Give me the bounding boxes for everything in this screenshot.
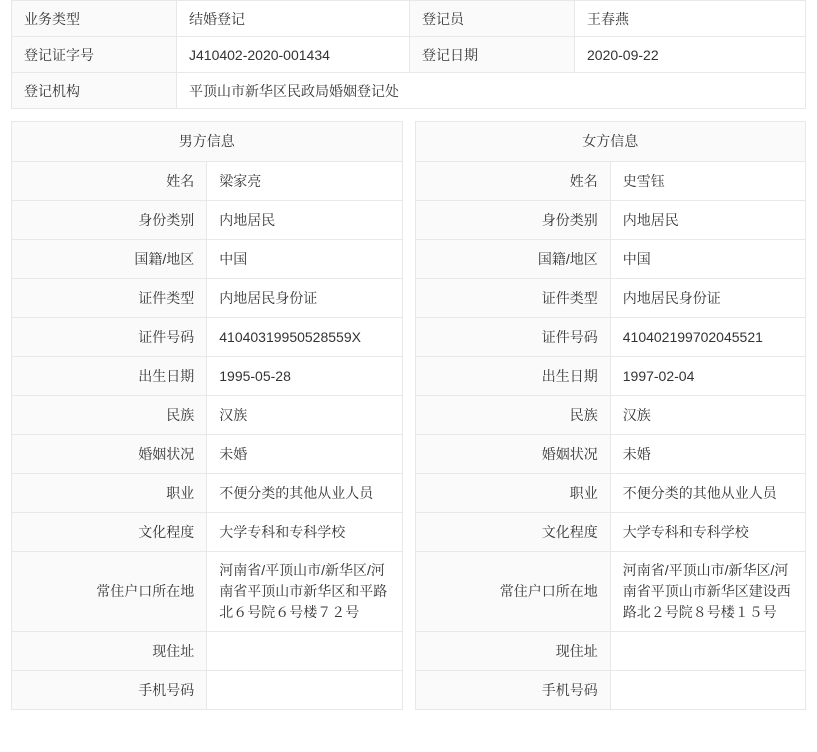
table-row [12, 240, 403, 279]
female-occupation-value: 不便分类的其他从业人员 [610, 474, 805, 513]
male-ethnicity-value: 汉族 [207, 396, 402, 435]
male-marital-status-value: 未婚 [207, 435, 402, 474]
male-info-column [11, 121, 403, 710]
registrar-label: 登记员 [410, 1, 575, 37]
table-row [415, 632, 806, 671]
table-row [415, 122, 806, 162]
female-birth-date-value: 1997-02-04 [610, 357, 805, 396]
table-row [415, 162, 806, 201]
table-row [12, 396, 403, 435]
female-current-address-label: 现住址 [415, 632, 610, 671]
male-nationality-value: 中国 [207, 240, 402, 279]
male-occupation-value: 不便分类的其他从业人员 [207, 474, 402, 513]
table-row [415, 357, 806, 396]
male-identity-category-value: 内地居民 [207, 201, 402, 240]
female-phone-label: 手机号码 [415, 671, 610, 710]
male-name-label: 姓名 [12, 162, 207, 201]
business-type-value: 结婚登记 [177, 1, 410, 37]
table-row [12, 513, 403, 552]
certificate-number-label: 登记证字号 [12, 37, 177, 73]
table-row [12, 474, 403, 513]
certificate-number-value: J410402-2020-001434 [177, 37, 410, 73]
party-info-columns [11, 121, 806, 710]
table-row [12, 671, 403, 710]
table-row [12, 357, 403, 396]
male-current-address-value [207, 632, 402, 671]
female-phone-value [610, 671, 805, 710]
female-birth-date-label: 出生日期 [415, 357, 610, 396]
female-identity-category-label: 身份类别 [415, 201, 610, 240]
female-identity-category-value: 内地居民 [610, 201, 805, 240]
table-row [12, 122, 403, 162]
table-row [415, 513, 806, 552]
female-current-address-value [610, 632, 805, 671]
table-row [415, 396, 806, 435]
female-id-type-value: 内地居民身份证 [610, 279, 805, 318]
female-ethnicity-value: 汉族 [610, 396, 805, 435]
female-household-address-value: 河南省/平顶山市/新华区/河南省平顶山市新华区建设西路北２号院８号楼１５号 [610, 552, 805, 632]
table-row [12, 435, 403, 474]
female-nationality-value: 中国 [610, 240, 805, 279]
male-education-label: 文化程度 [12, 513, 207, 552]
male-birth-date-label: 出生日期 [12, 357, 207, 396]
female-education-value: 大学专科和专科学校 [610, 513, 805, 552]
table-row [12, 73, 806, 109]
male-birth-date-value: 1995-05-28 [207, 357, 402, 396]
table-row [12, 1, 806, 37]
table-row [415, 240, 806, 279]
female-household-address-label: 常住户口所在地 [415, 552, 610, 632]
table-row [12, 632, 403, 671]
male-education-value: 大学专科和专科学校 [207, 513, 402, 552]
summary-table [11, 0, 806, 109]
male-household-address-value: 河南省/平顶山市/新华区/河南省平顶山市新华区和平路北６号院６号楼７２号 [207, 552, 402, 632]
male-current-address-label: 现住址 [12, 632, 207, 671]
table-row [12, 552, 403, 632]
table-row [415, 201, 806, 240]
table-row [415, 474, 806, 513]
female-info-header: 女方信息 [415, 122, 806, 162]
male-occupation-label: 职业 [12, 474, 207, 513]
male-nationality-label: 国籍/地区 [12, 240, 207, 279]
male-id-number-value: 41040319950528559X [207, 318, 402, 357]
male-info-table [11, 121, 403, 710]
female-nationality-label: 国籍/地区 [415, 240, 610, 279]
female-ethnicity-label: 民族 [415, 396, 610, 435]
table-row [12, 37, 806, 73]
male-ethnicity-label: 民族 [12, 396, 207, 435]
table-row [12, 318, 403, 357]
registration-date-value: 2020-09-22 [575, 37, 806, 73]
male-info-header: 男方信息 [12, 122, 403, 162]
male-phone-label: 手机号码 [12, 671, 207, 710]
male-id-number-label: 证件号码 [12, 318, 207, 357]
registration-date-label: 登记日期 [410, 37, 575, 73]
registrar-value: 王春燕 [575, 1, 806, 37]
table-row [12, 162, 403, 201]
table-row [12, 279, 403, 318]
female-id-number-value: 410402199702045521 [610, 318, 805, 357]
male-phone-value [207, 671, 402, 710]
female-education-label: 文化程度 [415, 513, 610, 552]
table-row [415, 552, 806, 632]
female-info-table [415, 121, 807, 710]
female-id-number-label: 证件号码 [415, 318, 610, 357]
male-household-address-label: 常住户口所在地 [12, 552, 207, 632]
female-marital-status-label: 婚姻状况 [415, 435, 610, 474]
male-name-value: 梁家亮 [207, 162, 402, 201]
registration-org-label: 登记机构 [12, 73, 177, 109]
female-occupation-label: 职业 [415, 474, 610, 513]
male-id-type-label: 证件类型 [12, 279, 207, 318]
female-marital-status-value: 未婚 [610, 435, 805, 474]
male-identity-category-label: 身份类别 [12, 201, 207, 240]
table-row [415, 435, 806, 474]
table-row [415, 671, 806, 710]
business-type-label: 业务类型 [12, 1, 177, 37]
table-row [12, 201, 403, 240]
male-marital-status-label: 婚姻状况 [12, 435, 207, 474]
female-name-value: 史雪钰 [610, 162, 805, 201]
female-id-type-label: 证件类型 [415, 279, 610, 318]
registration-org-value: 平顶山市新华区民政局婚姻登记处 [177, 73, 806, 109]
female-name-label: 姓名 [415, 162, 610, 201]
male-id-type-value: 内地居民身份证 [207, 279, 402, 318]
table-row [415, 279, 806, 318]
female-info-column [415, 121, 807, 710]
table-row [415, 318, 806, 357]
